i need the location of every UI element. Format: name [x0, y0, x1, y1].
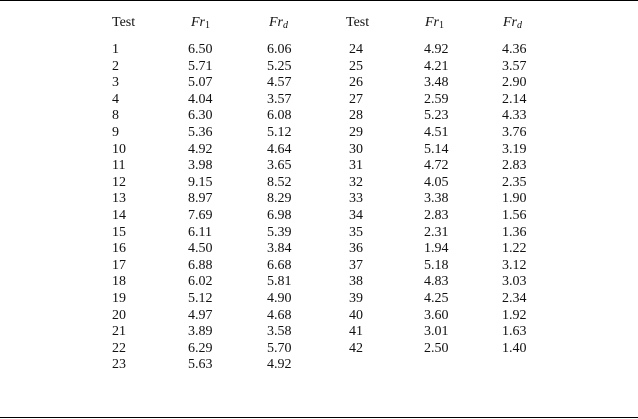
table-cell-frd-left: 8.29	[267, 191, 292, 207]
table-cell-fr1-left: 4.97	[188, 307, 213, 323]
header-frd-right	[503, 15, 522, 31]
table-cell-test-right: 40	[349, 307, 363, 323]
table-cell-test-left: 16	[112, 241, 126, 257]
table-cell-fr1-right: 4.05	[424, 174, 449, 190]
table-cell-test-left: 12	[112, 174, 126, 190]
table-cell-frd-left: 3.65	[267, 158, 292, 174]
header-test-left: Test	[112, 15, 136, 30]
table-cell-frd-right: 4.33	[502, 108, 527, 124]
table-cell-fr1-left: 4.50	[188, 241, 213, 257]
table-cell-fr1-left: 7.69	[188, 208, 213, 223]
table-cell-frd-left: 4.92	[267, 357, 292, 373]
table-cell-fr1-right: 1.94	[424, 241, 449, 257]
table-cell-frd-left: 5.81	[267, 274, 292, 290]
table-cell-test-left: 10	[112, 141, 126, 157]
table-cell-frd-right: 3.12	[502, 257, 527, 273]
table-cell-frd-right: 1.36	[502, 224, 527, 240]
table-cell-test-left: 21	[112, 324, 126, 340]
table-cell-fr1-right: 3.48	[424, 75, 449, 91]
table-cell-frd-right: 1.40	[502, 340, 527, 356]
table-cell-test-right: 28	[349, 108, 363, 124]
table-cell-test-left: 14	[112, 208, 126, 223]
header-fr1-right-base: Fr	[425, 15, 439, 30]
table-cell-frd-left: 4.68	[267, 307, 292, 323]
table-cell-frd-right: 2.83	[502, 158, 527, 174]
header-test-right: Test	[346, 15, 370, 30]
table-cell-test-left: 11	[112, 158, 126, 174]
table-cell-test-left: 2	[112, 58, 119, 74]
table-cell-test-right: 26	[349, 75, 363, 91]
table-cell-frd-right: 3.76	[502, 125, 527, 140]
table-cell-frd-left: 4.64	[267, 141, 292, 157]
table-cell-test-right: 37	[349, 257, 363, 273]
table-cell-frd-left: 5.25	[267, 58, 292, 74]
bottom-rule	[0, 417, 638, 418]
table-cell-frd-right: 2.14	[502, 91, 527, 107]
table-cell-frd-left: 4.90	[267, 291, 292, 306]
table-cell-fr1-left: 6.02	[188, 274, 213, 290]
table-cell-fr1-right: 3.01	[424, 324, 449, 340]
table-cell-frd-right: 1.92	[502, 307, 527, 323]
table-cell-fr1-right: 3.38	[424, 191, 449, 207]
table-cell-test-right: 39	[349, 291, 363, 306]
table-cell-test-left: 4	[112, 91, 119, 107]
table-cell-fr1-left: 4.04	[188, 91, 213, 107]
table-cell-test-left: 15	[112, 224, 126, 240]
table-cell-frd-left: 6.68	[267, 257, 292, 273]
table-cell-fr1-right: 4.83	[424, 274, 449, 290]
table-cell-test-left: 18	[112, 274, 126, 290]
table-cell-test-right: 41	[349, 324, 363, 340]
table-cell-test-left: 17	[112, 257, 126, 273]
header-fr1-left	[191, 15, 210, 31]
table-cell-test-left: 3	[112, 75, 119, 91]
header-fr1-right-sub: 1	[439, 20, 444, 31]
table-cell-fr1-right: 2.59	[424, 91, 449, 107]
table-cell-fr1-right: 2.83	[424, 208, 449, 223]
table-cell-fr1-left: 6.50	[188, 42, 213, 57]
header-fr1-left-sub: 1	[205, 20, 210, 31]
table-cell-frd-right: 3.57	[502, 58, 527, 74]
table-cell-frd-left: 8.52	[267, 174, 292, 190]
table-cell-fr1-right: 4.72	[424, 158, 449, 174]
table-cell-fr1-right: 2.50	[424, 340, 449, 356]
table-cell-test-left: 9	[112, 125, 119, 140]
table-cell-frd-right: 2.90	[502, 75, 527, 91]
table-cell-fr1-left: 3.89	[188, 324, 213, 340]
table-cell-fr1-left: 9.15	[188, 174, 213, 190]
table-cell-frd-left: 3.84	[267, 241, 292, 257]
table-cell-test-left: 13	[112, 191, 126, 207]
table-cell-test-left: 8	[112, 108, 119, 124]
header-frd-left-base: Fr	[269, 15, 283, 30]
table-cell-fr1-left: 6.29	[188, 340, 213, 356]
table-cell-fr1-left: 5.63	[188, 357, 213, 373]
table-cell-frd-left: 3.57	[267, 91, 292, 107]
table-cell-frd-left: 5.39	[267, 224, 292, 240]
table-cell-frd-left: 6.98	[267, 208, 292, 223]
table-cell-fr1-left: 5.12	[188, 291, 213, 306]
table-cell-test-right: 29	[349, 125, 363, 140]
header-frd-right-base: Fr	[503, 15, 517, 30]
table-cell-fr1-left: 8.97	[188, 191, 213, 207]
table-cell-frd-right: 1.63	[502, 324, 527, 340]
table-cell-frd-left: 4.57	[267, 75, 292, 91]
table-cell-frd-right: 4.36	[502, 42, 527, 57]
table-cell-test-right: 30	[349, 141, 363, 157]
table-cell-test-right: 38	[349, 274, 363, 290]
table-cell-fr1-right: 4.51	[424, 125, 449, 140]
table-cell-fr1-right: 5.14	[424, 141, 449, 157]
table-cell-test-right: 25	[349, 58, 363, 74]
table-cell-fr1-right: 5.18	[424, 257, 449, 273]
header-fr1-right	[425, 15, 444, 31]
table-cell-frd-right: 3.03	[502, 274, 527, 290]
table-cell-fr1-right: 4.21	[424, 58, 449, 74]
header-frd-right-sub: d	[517, 20, 522, 31]
header-fr1-left-base: Fr	[191, 15, 205, 30]
table-cell-frd-left: 3.58	[267, 324, 292, 340]
table-cell-test-right: 33	[349, 191, 363, 207]
table-cell-test-right: 34	[349, 208, 363, 223]
table-cell-test-left: 1	[112, 42, 119, 57]
table-cell-fr1-right: 3.60	[424, 307, 449, 323]
table-cell-test-right: 36	[349, 241, 363, 257]
table-cell-fr1-right: 5.23	[424, 108, 449, 124]
table-cell-test-left: 23	[112, 357, 126, 373]
table-cell-fr1-left: 5.36	[188, 125, 213, 140]
table-cell-frd-right: 2.35	[502, 174, 527, 190]
table-cell-frd-left: 6.06	[267, 42, 292, 57]
table-cell-test-right: 27	[349, 91, 363, 107]
header-frd-left-sub: d	[283, 20, 288, 31]
table-cell-test-right: 32	[349, 174, 363, 190]
table-cell-frd-right: 1.90	[502, 191, 527, 207]
table-cell-fr1-left: 5.71	[188, 58, 213, 74]
table-cell-fr1-left: 3.98	[188, 158, 213, 174]
table-cell-test-right: 24	[349, 42, 363, 57]
table-cell-fr1-right: 4.92	[424, 42, 449, 57]
table-cell-frd-left: 6.08	[267, 108, 292, 124]
table-cell-fr1-right: 4.25	[424, 291, 449, 306]
table-cell-test-right: 42	[349, 340, 363, 356]
table-cell-fr1-left: 6.88	[188, 257, 213, 273]
table-cell-fr1-left: 4.92	[188, 141, 213, 157]
header-frd-left	[269, 15, 288, 31]
table-cell-test-left: 22	[112, 340, 126, 356]
table-cell-frd-right: 1.22	[502, 241, 527, 257]
table-cell-frd-right: 1.56	[502, 208, 527, 223]
table-cell-frd-right: 3.19	[502, 141, 527, 157]
table-cell-fr1-left: 6.11	[188, 224, 212, 240]
table-cell-test-left: 19	[112, 291, 126, 306]
table-cell-frd-left: 5.12	[267, 125, 292, 140]
table-cell-frd-right: 2.34	[502, 291, 527, 306]
table-cell-test-left: 20	[112, 307, 126, 323]
table-cell-test-right: 35	[349, 224, 363, 240]
table-cell-frd-left: 5.70	[267, 340, 292, 356]
table-cell-test-right: 31	[349, 158, 363, 174]
table-cell-fr1-right: 2.31	[424, 224, 449, 240]
table-cell-fr1-left: 5.07	[188, 75, 213, 91]
table-cell-fr1-left: 6.30	[188, 108, 213, 124]
